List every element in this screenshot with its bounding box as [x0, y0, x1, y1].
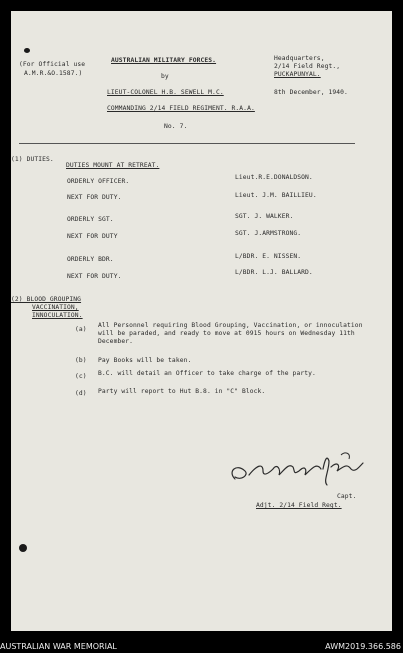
- duty-name: SGT. J. WALKER.: [235, 213, 294, 220]
- document-page: [11, 11, 392, 631]
- signature-title: Adjt. 2/14 Field Regt.: [256, 502, 342, 509]
- force-title: AUSTRALIAN MILITARY FORCES.: [111, 57, 217, 64]
- item-text: Party will report to Hut B.8. in "C" Block.: [98, 388, 266, 395]
- duty-name: SGT. J.ARMSTRONG.: [235, 230, 302, 237]
- blood-heading-2: VACCINATION,: [32, 304, 79, 311]
- commanding-line: COMMANDING 2/14 FIELD REGIMENT. R.A.A.: [107, 105, 255, 112]
- by-text: by: [161, 73, 169, 80]
- item-label: (a): [75, 326, 87, 333]
- item-label: (b): [75, 357, 87, 364]
- duty-role: ORDERLY OFFICER.: [67, 178, 130, 185]
- footer-source: AUSTRALIAN WAR MEMORIAL: [0, 642, 117, 651]
- hq-line-1: Headquarters,: [274, 55, 325, 62]
- item-label: (c): [75, 373, 87, 380]
- handwritten-signature: [223, 441, 373, 491]
- duty-role: ORDERLY BDR.: [67, 256, 114, 263]
- duty-name: L/BDR. L.J. BALLARD.: [235, 269, 313, 276]
- item-text: B.C. will detail an Officer to take charge of the party.: [98, 370, 316, 377]
- duty-role: NEXT FOR DUTY.: [67, 194, 122, 201]
- item-label: (d): [75, 390, 87, 397]
- blood-heading-3: INNOCULATION.: [32, 312, 83, 319]
- duty-role: ORDERLY SGT.: [67, 216, 114, 223]
- punch-hole: [19, 544, 27, 552]
- punch-hole: [24, 48, 30, 53]
- hq-line-2: 2/14 Field Regt.,: [274, 63, 341, 70]
- header-divider: [19, 143, 355, 144]
- order-date: 8th December, 1940.: [274, 89, 348, 96]
- duty-name: L/BDR. E. NISSEN.: [235, 253, 302, 260]
- order-number: No. 7.: [164, 123, 188, 130]
- signature-rank: Capt.: [337, 493, 357, 500]
- official-use-line-2: A.M.R.&O.1587.): [24, 70, 83, 77]
- hq-line-3: PUCKAPUNYAL.: [274, 71, 321, 78]
- duty-name: Lieut. J.M. BAILLIEU.: [235, 192, 317, 199]
- duties-subheading: DUTIES MOUNT AT RETREAT.: [66, 162, 160, 169]
- item-text: Pay Books will be taken.: [98, 357, 192, 364]
- official-use-line-1: (For Official use: [19, 61, 86, 68]
- duties-heading: (1) DUTIES.: [11, 156, 54, 163]
- duty-role: NEXT FOR DUTY.: [67, 273, 122, 280]
- footer-accession-number: AWM2019.366.586: [325, 642, 401, 651]
- blood-heading-1: (2) BLOOD GROUPING: [11, 296, 82, 303]
- duty-role: NEXT FOR DUTY: [67, 233, 118, 240]
- item-text: All Personnel requiring Blood Grouping, Vaccination, or innoculation will be paraded, and ready to move at 0915 hours on Wednesday 11th December.: [98, 322, 363, 345]
- duty-name: Lieut.R.E.DONALDSON.: [235, 174, 313, 181]
- commander-name: LIEUT-COLONEL H.B. SEWELL M.C.: [107, 89, 224, 96]
